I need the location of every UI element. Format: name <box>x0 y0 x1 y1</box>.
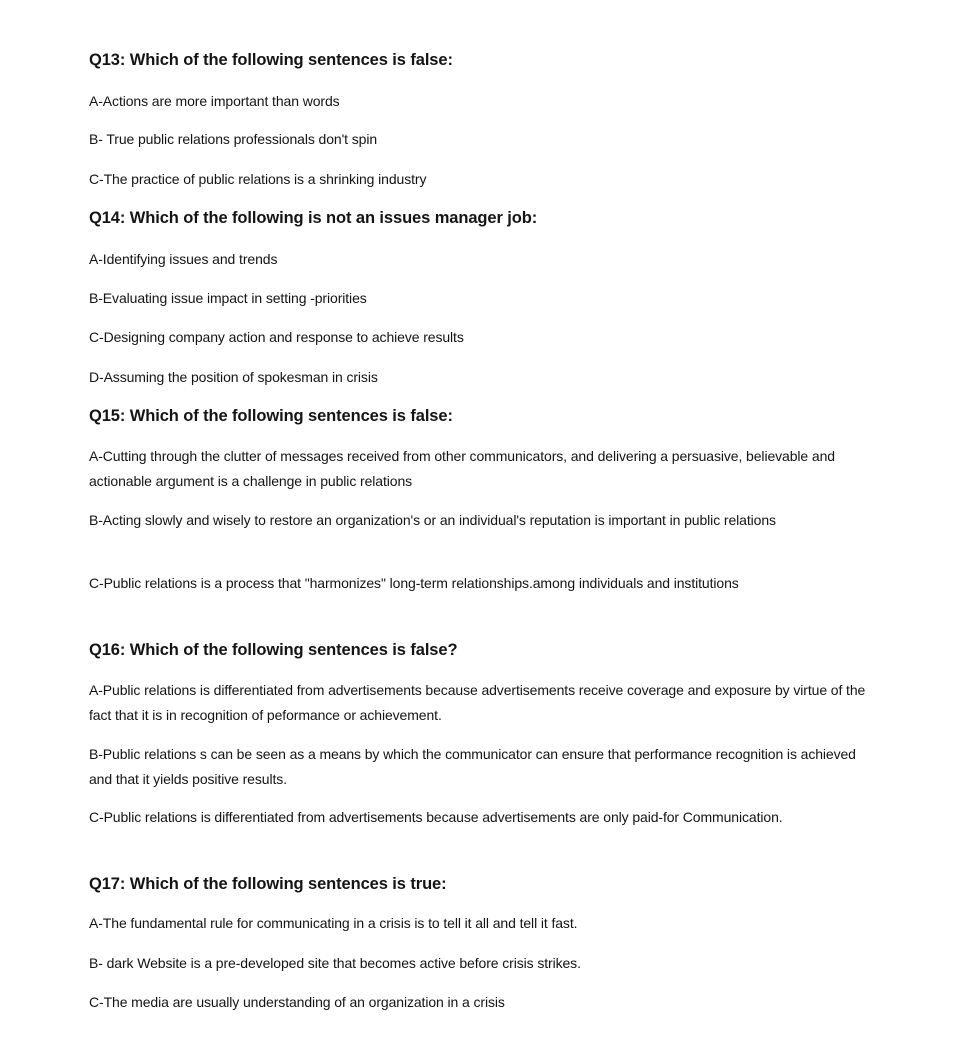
answer-option: C-Public relations is differentiated from advertisements because advertisements are only paid-for Communication. <box>89 809 783 825</box>
answer-option: B-Public relations s can be seen as a means by which the communicator can ensure that performance recognition is achieved and that it yields positive results. <box>89 746 856 787</box>
answer-option: C-Designing company action and response to achieve results <box>89 329 464 345</box>
question-heading: Q16: Which of the following sentences is false? <box>89 641 458 659</box>
question-heading: Q15: Which of the following sentences is false: <box>89 407 453 425</box>
answer-option: A-Actions are more important than words <box>89 93 340 109</box>
answer-option: B- True public relations professionals don't spin <box>89 131 378 147</box>
answer-option: C-The media are usually understanding of an organization in a crisis <box>89 994 505 1010</box>
answer-option: A-Public relations is differentiated from advertisements because advertisements receive coverage and exposure by virtue of the fact that it is in recognition of peformance or achievement. <box>89 682 866 723</box>
answer-option: B-Evaluating issue impact in setting -priorities <box>89 290 367 306</box>
answer-option: D-Assuming the position of spokesman in crisis <box>89 369 378 385</box>
answer-option: A-Cutting through the clutter of messages received from other communicators, and delivering a persuasive, believable and actionable argument is a challenge in public relations <box>89 448 835 489</box>
answer-option: A-Identifying issues and trends <box>89 251 278 267</box>
question-heading: Q14: Which of the following is not an issues manager job: <box>89 209 538 227</box>
answer-option: B- dark Website is a pre-developed site that becomes active before crisis strikes. <box>89 955 581 971</box>
answer-option: B-Acting slowly and wisely to restore an organization's or an individual's reputation is important in public relations <box>89 512 776 528</box>
answer-option: C-Public relations is a process that "harmonizes" long-term relationships.among individuals and institutions <box>89 575 739 591</box>
answer-option: C-The practice of public relations is a shrinking industry <box>89 171 427 187</box>
question-heading: Q13: Which of the following sentences is false: <box>89 51 453 69</box>
question-heading: Q17: Which of the following sentences is true: <box>89 875 447 893</box>
answer-option: A-The fundamental rule for communicating in a crisis is to tell it all and tell it fast. <box>89 915 578 931</box>
